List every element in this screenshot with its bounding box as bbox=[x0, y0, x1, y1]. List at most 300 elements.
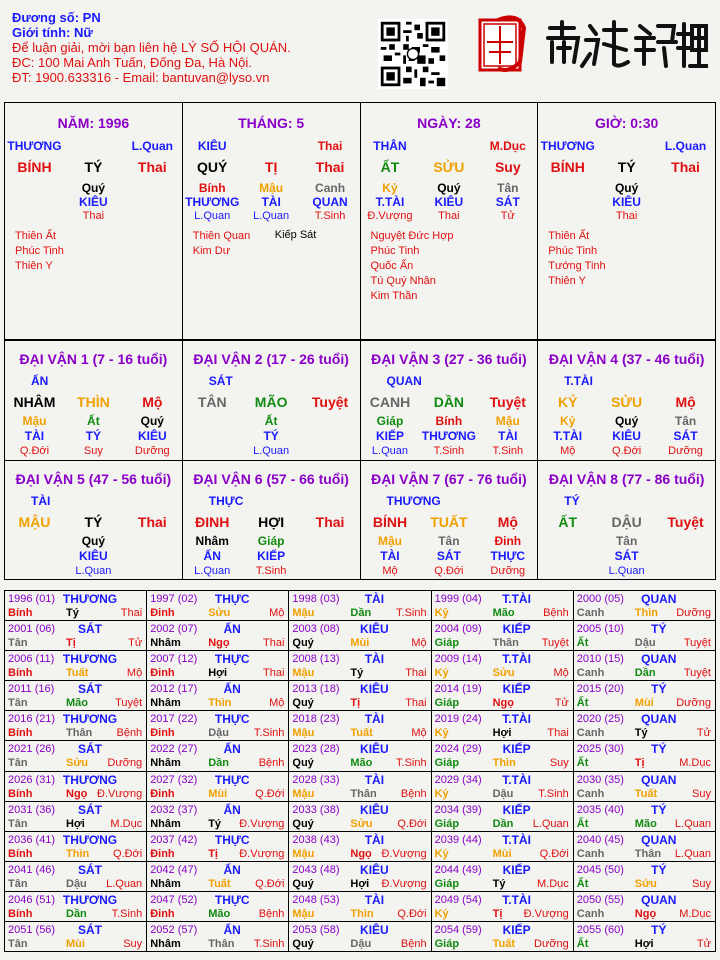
year-chi: Mùi bbox=[634, 697, 654, 710]
pillar-hidden3-1: L.Quan bbox=[253, 210, 290, 222]
dai-van-h1-2: Tân bbox=[674, 414, 697, 428]
year-can: Kỷ bbox=[434, 907, 449, 920]
dai-van-can-1: THÌN bbox=[77, 394, 110, 410]
year-can: Ất bbox=[576, 637, 589, 650]
dai-van-h1 bbox=[183, 534, 360, 548]
year-chi: Tị bbox=[350, 697, 361, 710]
dai-van-title: ĐẠI VẬN 7 (67 - 76 tuổi) bbox=[371, 470, 527, 487]
year-phase: Dưỡng bbox=[676, 607, 711, 619]
dai-van-h3-1: Q.Đới bbox=[612, 445, 642, 457]
pillar-can-row bbox=[5, 159, 182, 175]
dai-van-h1-1: Giáp bbox=[257, 533, 285, 548]
year-can: Tân bbox=[8, 637, 28, 650]
year-god: SÁT bbox=[78, 922, 102, 937]
pillar-hidden3-2: T.Sinh bbox=[314, 210, 346, 222]
year-label: 2052 (57) bbox=[150, 923, 198, 936]
year-god: KIẾP bbox=[502, 622, 531, 637]
dai-van-cell bbox=[5, 461, 183, 581]
dai-van-h2 bbox=[5, 549, 182, 563]
dai-van-h3-0: Mộ bbox=[560, 445, 576, 457]
dai-van-h3-1: L.Quan bbox=[608, 564, 645, 577]
year-label: 2027 (32) bbox=[150, 773, 198, 786]
pillar-hidden3-row bbox=[361, 210, 538, 222]
pillar-top-1 bbox=[419, 139, 478, 153]
dai-van-h2-0: TÀI bbox=[380, 548, 400, 563]
year-label: 2032 (37) bbox=[150, 803, 198, 816]
year-can: Tân bbox=[8, 697, 28, 710]
year-cell bbox=[147, 741, 289, 771]
dai-van-h1-2: Quý bbox=[140, 414, 164, 428]
pillar-hidden-2 bbox=[656, 181, 715, 195]
year-cell bbox=[574, 772, 716, 802]
year-cell bbox=[574, 922, 716, 952]
year-chi: Dần bbox=[492, 817, 514, 830]
year-chi: Tị bbox=[66, 637, 76, 650]
year-can: Bính bbox=[8, 847, 33, 860]
dai-van-h2-0: ẤN bbox=[203, 548, 221, 563]
year-chi: Tị bbox=[208, 847, 218, 860]
year-phase: Q.Đới bbox=[397, 907, 427, 920]
dai-van-can-row bbox=[183, 514, 360, 530]
year-chi: Tuất bbox=[208, 877, 231, 890]
year-chi: Tuất bbox=[350, 727, 373, 740]
year-can: Đinh bbox=[150, 907, 175, 920]
year-chi: Dậu bbox=[350, 937, 372, 950]
star-item: Phúc Tinh bbox=[15, 245, 64, 257]
year-phase: L.Quan bbox=[532, 817, 569, 830]
dai-van-h2-2: KIÊU bbox=[137, 429, 167, 443]
year-chi: Thân bbox=[492, 637, 519, 650]
year-phase: Tuyệt bbox=[683, 637, 711, 650]
year-god: SÁT bbox=[78, 862, 102, 877]
year-cell bbox=[432, 681, 574, 711]
year-god: TÝ bbox=[651, 862, 667, 877]
year-can: Nhâm bbox=[150, 637, 181, 650]
year-cell bbox=[147, 922, 289, 952]
year-god: TÝ bbox=[651, 742, 667, 757]
pillar-top-1 bbox=[597, 139, 656, 153]
year-god: KIẾP bbox=[502, 802, 531, 817]
year-label: 2037 (42) bbox=[150, 833, 198, 846]
pillar-hidden2-1: TÀI bbox=[261, 195, 281, 209]
dai-van-h1-0: Nhâm bbox=[195, 533, 229, 548]
year-phase: Đ.Vượng bbox=[239, 817, 285, 830]
year-chi: Hợi bbox=[208, 667, 228, 680]
year-label: 2017 (22) bbox=[150, 713, 198, 726]
year-phase: Bệnh bbox=[400, 787, 427, 800]
year-can: Kỷ bbox=[434, 787, 449, 800]
dai-van-can-row bbox=[538, 514, 715, 530]
pillar-can-0: BÍNH bbox=[550, 159, 585, 175]
dai-van-h3-2 bbox=[301, 445, 360, 457]
dai-van-h1-0 bbox=[538, 534, 597, 548]
pillar-hidden2-row bbox=[361, 195, 538, 209]
dai-van-can-2: Mộ bbox=[497, 513, 518, 530]
dai-van-h1-1: Ất bbox=[264, 414, 278, 428]
dai-van-h3 bbox=[538, 565, 715, 577]
dai-van-h2 bbox=[361, 549, 538, 563]
dai-van-can-1: TÝ bbox=[84, 513, 103, 530]
dai-van-top: QUAN bbox=[386, 374, 422, 388]
year-chi: Tý bbox=[350, 667, 364, 680]
year-phase: Thai bbox=[405, 697, 427, 710]
lyso-logo bbox=[478, 14, 708, 76]
year-cell bbox=[574, 892, 716, 922]
year-label: 2022 (27) bbox=[150, 743, 198, 756]
year-chi: Ngọ bbox=[208, 637, 230, 650]
year-label: 2023 (28) bbox=[292, 743, 340, 756]
year-cell bbox=[432, 772, 574, 802]
pillar-hidden3-0: Đ.Vượng bbox=[367, 210, 413, 222]
year-phase: Tử bbox=[696, 727, 711, 740]
year-chi: Sửu bbox=[492, 667, 515, 680]
year-label: 2008 (13) bbox=[292, 653, 340, 666]
pillar-can-0: BÍNH bbox=[17, 159, 52, 175]
dai-van-h3-0: L.Quan bbox=[371, 445, 408, 457]
year-god: THỰC bbox=[214, 772, 250, 787]
year-phase: Thai bbox=[262, 637, 285, 650]
year-label: 1999 (04) bbox=[434, 593, 482, 605]
year-phase: Đ.Vượng bbox=[97, 787, 143, 800]
dai-van-can-1: HỢI bbox=[258, 513, 285, 530]
pillar-hidden3-1: Thai bbox=[615, 210, 638, 222]
year-god: KIÊU bbox=[360, 862, 389, 877]
pillar-can-2: Thai bbox=[671, 159, 700, 175]
year-label: 2012 (17) bbox=[150, 683, 198, 696]
subject-name: Đương số: PN bbox=[12, 10, 101, 25]
year-label: 2031 (36) bbox=[8, 803, 56, 816]
year-cell bbox=[147, 832, 289, 862]
year-god: THƯƠNG bbox=[62, 592, 118, 606]
dai-van-title: ĐẠI VẬN 2 (17 - 26 tuổi) bbox=[193, 351, 349, 367]
year-god: KIÊU bbox=[360, 622, 389, 637]
year-cell bbox=[289, 772, 431, 802]
dai-van-can-0: ĐINH bbox=[195, 513, 230, 530]
four-pillars-grid bbox=[4, 102, 716, 340]
qr-code-icon bbox=[378, 19, 448, 89]
year-chi: Thân bbox=[208, 937, 235, 950]
year-label: 2055 (60) bbox=[576, 923, 624, 936]
year-chi: Thìn bbox=[492, 757, 516, 770]
year-god: QUAN bbox=[641, 832, 677, 847]
dai-van-can-0: BÍNH bbox=[372, 513, 408, 530]
dai-van-cell bbox=[361, 461, 539, 581]
pillar-stars bbox=[371, 229, 454, 304]
pillar-hidden3-1: Thai bbox=[82, 210, 105, 222]
year-cell bbox=[289, 711, 431, 741]
year-label: 2013 (18) bbox=[292, 683, 340, 696]
year-cell bbox=[432, 832, 574, 862]
year-phase: Suy bbox=[549, 757, 569, 770]
year-cell bbox=[5, 681, 147, 711]
year-chi: Hợi bbox=[492, 727, 512, 740]
year-label: 2051 (56) bbox=[8, 923, 56, 936]
year-label: 2009 (14) bbox=[434, 653, 482, 666]
year-phase: T.Sinh bbox=[396, 757, 427, 770]
year-phase: T.Sinh bbox=[253, 937, 285, 950]
dai-van-can-0: ẤT bbox=[558, 513, 578, 530]
year-god: T.TÀI bbox=[502, 592, 531, 606]
dai-van-title: ĐẠI VẬN 5 (47 - 56 tuổi) bbox=[15, 470, 172, 487]
year-cell bbox=[574, 862, 716, 892]
dai-van-grid bbox=[4, 340, 716, 580]
pillar-cell bbox=[538, 103, 716, 340]
dai-van-h2-2: TÀI bbox=[498, 429, 518, 443]
year-label: 2024 (29) bbox=[434, 743, 482, 756]
year-cell bbox=[574, 651, 716, 681]
dai-van-h2-0 bbox=[183, 429, 242, 443]
year-label: 2029 (34) bbox=[434, 773, 482, 786]
year-can: Giáp bbox=[434, 757, 460, 770]
year-chi: Tý bbox=[208, 817, 222, 830]
year-chi: Sửu bbox=[634, 877, 657, 890]
dai-van-h2-1: SÁT bbox=[614, 548, 639, 563]
dai-van-h2-2 bbox=[656, 549, 715, 563]
year-can: Mậu bbox=[292, 607, 315, 619]
star-item: Tú Quý Nhân bbox=[370, 275, 436, 287]
gender: Giới tính: Nữ bbox=[12, 25, 93, 40]
pillar-hidden-row bbox=[361, 181, 538, 195]
pillar-cell bbox=[5, 103, 183, 340]
pillar-hidden-2: Tân bbox=[497, 181, 519, 195]
pillar-title: NGÀY: 28 bbox=[417, 115, 481, 131]
dai-van-h1 bbox=[361, 534, 538, 548]
year-can: Mậu bbox=[292, 667, 315, 680]
dai-van-h2-0 bbox=[538, 549, 597, 563]
year-cell bbox=[147, 591, 289, 621]
year-label: 2003 (08) bbox=[292, 623, 340, 636]
pillar-hidden2-row bbox=[538, 195, 715, 209]
year-can: Kỷ bbox=[434, 607, 449, 619]
year-label: 1997 (02) bbox=[150, 593, 198, 605]
year-god: T.TÀI bbox=[502, 652, 531, 667]
dai-van-h1 bbox=[538, 534, 715, 548]
dai-van-h1-1: Bính bbox=[435, 414, 463, 428]
year-phase: Thai bbox=[547, 727, 569, 740]
year-can: Đinh bbox=[150, 727, 175, 740]
year-chi: Thân bbox=[634, 847, 662, 860]
year-god: THỰC bbox=[214, 652, 250, 667]
year-phase: Q.Đới bbox=[255, 877, 285, 890]
year-cell bbox=[432, 922, 574, 952]
year-phase: Tuyệt bbox=[683, 667, 711, 680]
year-cell bbox=[289, 832, 431, 862]
pillar-hidden-2: Canh bbox=[315, 181, 346, 195]
phone-email-line: ĐT: 1900.633316 - Email: bantuvan@lyso.vn bbox=[12, 70, 270, 85]
dai-van-h1-2 bbox=[301, 534, 360, 548]
pillar-can-1: TỊ bbox=[264, 159, 278, 175]
year-chi: Mão bbox=[66, 697, 88, 710]
year-phase: Tử bbox=[554, 697, 569, 710]
year-cell bbox=[432, 591, 574, 621]
year-phase: Mộ bbox=[411, 637, 427, 650]
year-cell bbox=[289, 862, 431, 892]
dai-van-h3-2: Dưỡng bbox=[490, 564, 526, 577]
star-item: Thiên Ất bbox=[15, 230, 56, 242]
year-chi: Ngọ bbox=[66, 787, 88, 800]
year-chi: Dần bbox=[634, 667, 656, 680]
dai-van-h3-2 bbox=[656, 565, 715, 577]
year-label: 2035 (40) bbox=[576, 803, 624, 816]
pillar-top-0: THƯƠNG bbox=[540, 139, 595, 153]
dai-van-h1-0 bbox=[5, 534, 64, 548]
year-chi: Mùi bbox=[350, 637, 370, 650]
year-label: 2001 (06) bbox=[8, 623, 56, 636]
year-chi: Dậu bbox=[634, 637, 656, 650]
pillar-hidden3-1: Thai bbox=[438, 210, 460, 222]
star-item: Thiên Ất bbox=[548, 230, 590, 242]
year-phase: Mộ bbox=[269, 607, 285, 619]
year-cell bbox=[574, 621, 716, 651]
year-god: THỰC bbox=[214, 592, 250, 606]
year-can: Giáp bbox=[434, 877, 460, 890]
year-god: THƯƠNG bbox=[62, 652, 118, 667]
year-phase: Suy bbox=[692, 877, 711, 890]
dai-van-h3-0: L.Quan bbox=[194, 564, 231, 577]
year-phase: Q.Đới bbox=[397, 817, 427, 830]
year-can: Mậu bbox=[292, 847, 315, 860]
dai-van-h3-2: Dưỡng bbox=[668, 445, 703, 457]
year-label: 2000 (05) bbox=[576, 593, 624, 605]
year-label: 2034 (39) bbox=[434, 803, 482, 816]
year-phase: L.Quan bbox=[674, 847, 711, 860]
contact-line: Để luận giải, mời bạn liên hệ LÝ SỐ HỘI QUÁN. bbox=[12, 40, 291, 55]
dai-van-can-2: Tuyệt bbox=[489, 394, 526, 410]
year-label: 2044 (49) bbox=[434, 863, 482, 876]
dai-van-title: ĐẠI VẬN 1 (7 - 16 tuổi) bbox=[19, 351, 168, 367]
year-god: ẤN bbox=[223, 622, 241, 637]
year-can: Đinh bbox=[150, 607, 175, 619]
year-label: 1998 (03) bbox=[292, 593, 340, 605]
year-cell bbox=[574, 591, 716, 621]
dai-van-title: ĐẠI VẬN 6 (57 - 66 tuổi) bbox=[193, 470, 349, 487]
year-label: 2030 (35) bbox=[576, 773, 624, 786]
year-phase: Thai bbox=[262, 667, 285, 680]
year-can: Mậu bbox=[292, 907, 315, 920]
dai-van-h3 bbox=[361, 445, 538, 457]
dai-van-h3-0 bbox=[538, 565, 597, 577]
dai-van-title: ĐẠI VẬN 4 (37 - 46 tuổi) bbox=[548, 351, 705, 367]
year-chi: Mão bbox=[634, 817, 657, 830]
year-phase: Tuyệt bbox=[115, 697, 143, 710]
dai-van-can-2: Mộ bbox=[675, 394, 696, 410]
year-cell bbox=[147, 711, 289, 741]
year-chi: Sửu bbox=[66, 757, 89, 770]
year-label: 2047 (52) bbox=[150, 893, 198, 906]
dai-van-cell bbox=[538, 341, 716, 461]
dai-van-top: THỰC bbox=[208, 493, 244, 508]
year-god: ẤN bbox=[223, 742, 241, 757]
pillar-top-row bbox=[361, 139, 538, 153]
year-god: T.TÀI bbox=[502, 832, 531, 847]
address-line: ĐC: 100 Mai Anh Tuấn, Đống Đa, Hà Nội. bbox=[12, 55, 252, 70]
dai-van-h3-0: Mộ bbox=[382, 564, 398, 577]
year-god: KIÊU bbox=[360, 922, 389, 937]
dai-van-h2-1: SÁT bbox=[436, 548, 461, 563]
dai-van-h2 bbox=[538, 429, 715, 443]
star-item: Nguyệt Đức Hợp bbox=[370, 230, 454, 242]
year-chi: Tuất bbox=[634, 787, 658, 800]
dai-van-can-row bbox=[361, 514, 538, 530]
year-can: Canh bbox=[576, 667, 605, 680]
dai-van-can-0: KỶ bbox=[557, 394, 578, 410]
year-can: Đinh bbox=[150, 667, 175, 680]
star-item: Kim Thần bbox=[370, 290, 418, 302]
year-phase: Dưỡng bbox=[534, 937, 569, 950]
year-can: Tân bbox=[8, 817, 28, 830]
year-phase: Bệnh bbox=[400, 937, 427, 950]
pillar-hidden-0: Kỷ bbox=[382, 181, 398, 195]
dai-van-h3-1: Q.Đới bbox=[434, 564, 464, 577]
dai-van-h2-1: TÝ bbox=[85, 429, 102, 443]
year-chi: Mão bbox=[492, 607, 515, 619]
year-god: ẤN bbox=[223, 682, 241, 697]
year-can: Canh bbox=[576, 727, 605, 740]
year-chi: Thân bbox=[350, 787, 377, 800]
dai-van-can-1: SỬU bbox=[611, 394, 643, 410]
dai-van-can-2: Tuyệt bbox=[667, 513, 704, 530]
year-god: THƯƠNG bbox=[62, 712, 118, 727]
pillar-star-extra: Kiếp Sát bbox=[274, 229, 317, 241]
year-label: 2049 (54) bbox=[434, 893, 482, 906]
year-can: Canh bbox=[576, 907, 605, 920]
year-cell bbox=[289, 922, 431, 952]
year-cell bbox=[432, 802, 574, 832]
year-phase: Thai bbox=[120, 607, 143, 619]
pillar-hidden-2 bbox=[123, 181, 182, 195]
dai-van-cell bbox=[361, 341, 539, 461]
pillar-hidden-1: Quý bbox=[81, 181, 106, 195]
year-chi: Dậu bbox=[66, 877, 87, 890]
dai-van-h1-0: Mậu bbox=[377, 533, 402, 548]
year-label: 2036 (41) bbox=[8, 833, 56, 846]
year-god: ẤN bbox=[223, 922, 241, 937]
year-phase: M.Dục bbox=[537, 877, 569, 890]
dai-van-h3 bbox=[183, 565, 360, 577]
dai-van-cell bbox=[538, 461, 716, 581]
dai-van-cell bbox=[5, 341, 183, 461]
year-phase: Tuyệt bbox=[541, 637, 569, 650]
year-chi: Tý bbox=[66, 607, 79, 619]
dai-van-h1 bbox=[183, 414, 360, 428]
year-cell bbox=[5, 832, 147, 862]
year-god: SÁT bbox=[78, 742, 102, 757]
dai-van-h2-2 bbox=[123, 549, 182, 563]
year-god: T.TÀI bbox=[502, 712, 531, 727]
year-cell bbox=[432, 892, 574, 922]
year-chi: Mão bbox=[350, 757, 373, 770]
dai-van-h3-1: L.Quan bbox=[75, 564, 112, 577]
year-can: Giáp bbox=[434, 637, 460, 650]
year-phase: M.Dục bbox=[679, 757, 711, 770]
year-label: 2015 (20) bbox=[576, 683, 624, 696]
dai-van-can-row bbox=[361, 394, 538, 410]
year-phase: T.Sinh bbox=[396, 607, 427, 619]
year-god: KIẾP bbox=[502, 682, 531, 697]
year-god: THỰC bbox=[214, 892, 250, 907]
year-can: Giáp bbox=[434, 697, 460, 710]
dai-van-h1 bbox=[361, 414, 538, 428]
year-phase: Suy bbox=[692, 787, 711, 800]
dai-van-h3-1: T.Sinh bbox=[433, 445, 465, 457]
year-label: 2010 (15) bbox=[576, 653, 624, 666]
annual-cycle-table bbox=[4, 590, 716, 952]
dai-van-h1-1: Tân bbox=[438, 533, 460, 548]
pillar-can-2: Thai bbox=[315, 159, 345, 175]
pillar-top-0: THÂN bbox=[373, 139, 407, 153]
dai-van-h2-2 bbox=[301, 549, 360, 563]
year-god: QUAN bbox=[641, 712, 677, 727]
